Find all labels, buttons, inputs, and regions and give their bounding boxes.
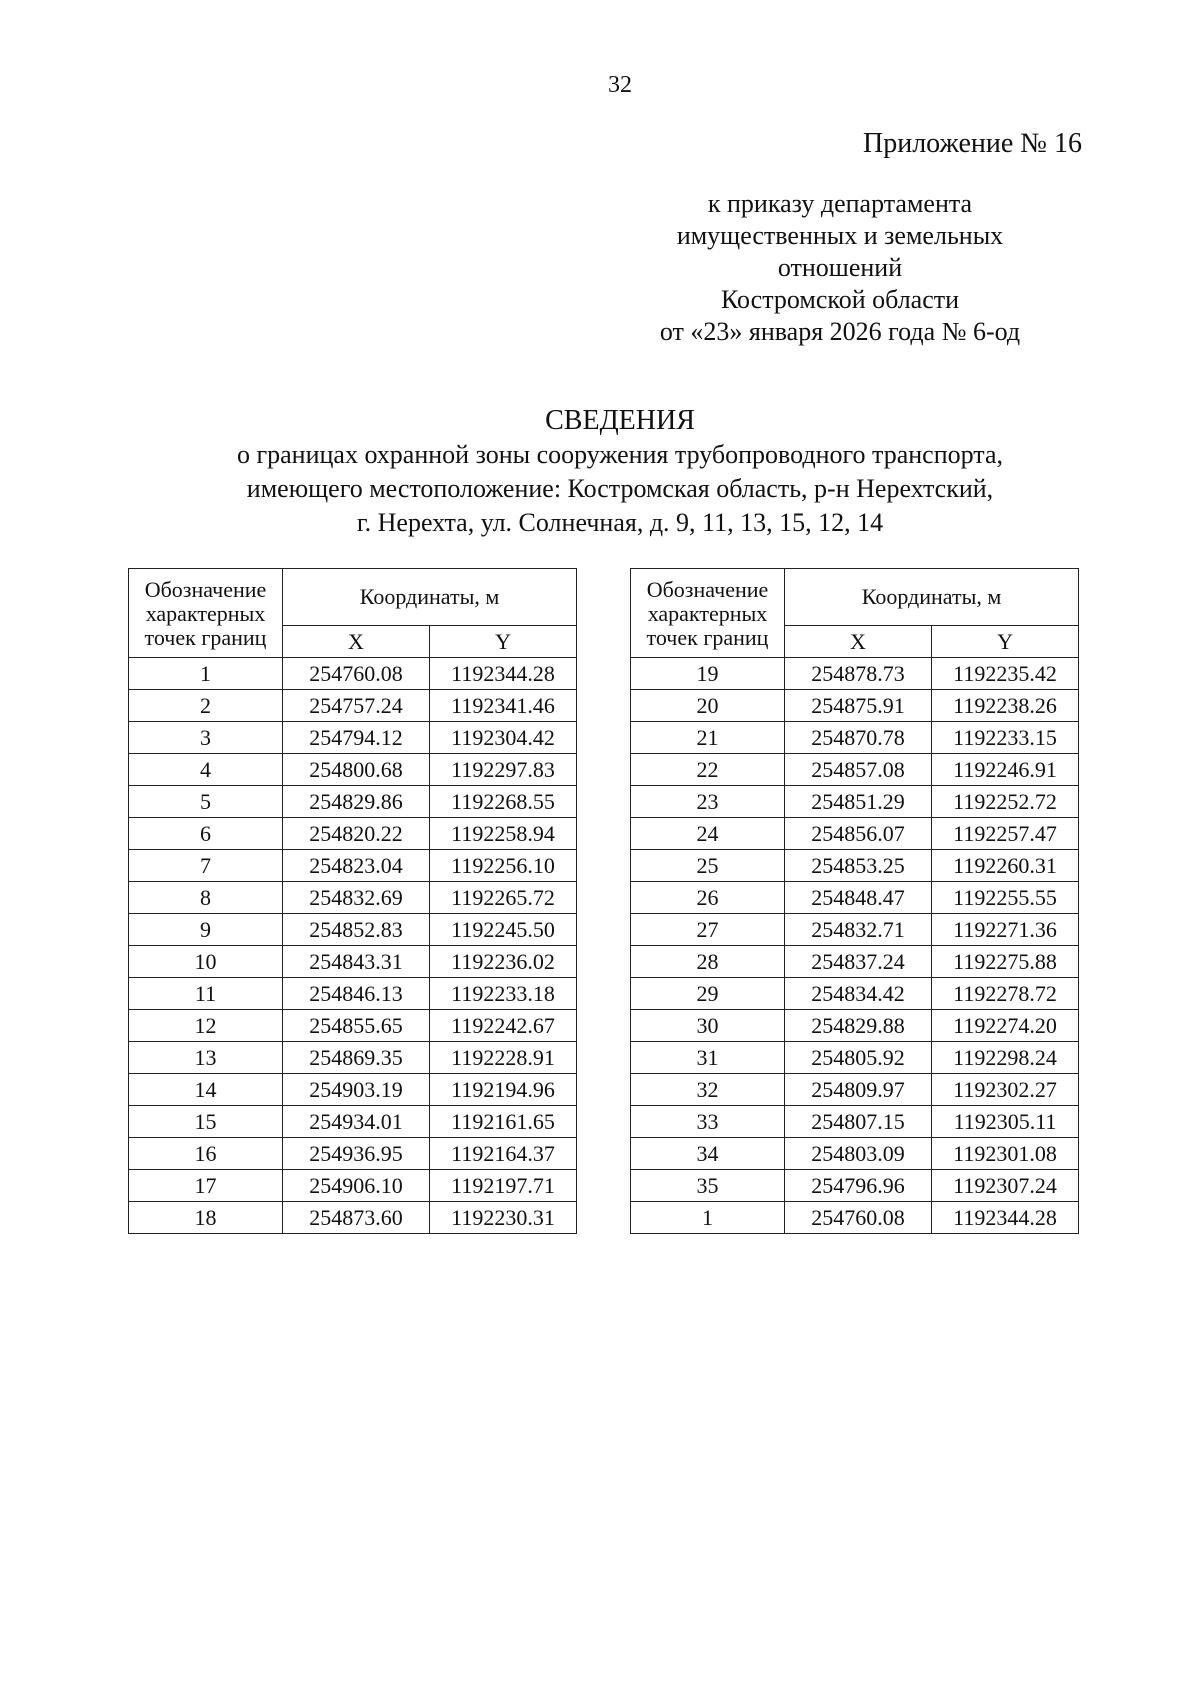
point-number-cell: 7 (129, 850, 283, 882)
y-coordinate-cell: 1192255.55 (932, 882, 1079, 914)
y-coordinate-cell: 1192275.88 (932, 946, 1079, 978)
point-number-cell: 11 (129, 978, 283, 1010)
y-coordinate-cell: 1192307.24 (932, 1170, 1079, 1202)
appendix-ref-line: от «23» января 2026 года № 6-од (659, 317, 1021, 346)
subtitle-line: о границах охранной зоны сооружения трубопроводного транспорта, (236, 440, 1004, 469)
y-coordinate-cell: 1192252.72 (932, 786, 1079, 818)
point-number-cell: 12 (129, 1010, 283, 1042)
point-number-cell: 20 (631, 690, 785, 722)
appendix-ref-line: Костромской области (720, 285, 960, 314)
x-coordinate-cell: 254852.83 (283, 914, 430, 946)
y-coordinate-cell: 1192305.11 (932, 1106, 1079, 1138)
table-row (631, 786, 1079, 818)
point-number-cell: 9 (129, 914, 283, 946)
coordinates-table-left (128, 568, 577, 1234)
point-number-cell: 25 (631, 850, 785, 882)
coordinates-header: Координаты, м (283, 569, 577, 626)
x-coordinate-cell: 254757.24 (283, 690, 430, 722)
x-coordinate-cell: 254805.92 (785, 1042, 932, 1074)
y-coordinate-cell: 1192344.28 (932, 1202, 1079, 1234)
y-coordinate-cell: 1192341.46 (430, 690, 577, 722)
y-coordinate-cell: 1192278.72 (932, 978, 1079, 1010)
table-row (129, 978, 577, 1010)
subtitle-line: имеющего местоположение: Костромская область, р-н Нерехтский, (246, 474, 994, 503)
table-row (129, 1074, 577, 1106)
x-coordinate-cell: 254936.95 (283, 1138, 430, 1170)
y-coordinate-cell: 1192233.18 (430, 978, 577, 1010)
x-coordinate-cell: 254846.13 (283, 978, 430, 1010)
page-number: 32 (608, 72, 632, 98)
y-coordinate-cell: 1192344.28 (430, 658, 577, 690)
appendix-ref-line: имущественных и земельных (676, 221, 1004, 250)
x-coordinate-cell: 254837.24 (785, 946, 932, 978)
y-coordinate-cell: 1192161.65 (430, 1106, 577, 1138)
y-coordinate-cell: 1192257.47 (932, 818, 1079, 850)
header-line: Обозначение (144, 577, 267, 602)
point-number-cell: 15 (129, 1106, 283, 1138)
y-coordinate-cell: 1192301.08 (932, 1138, 1079, 1170)
point-number-cell: 31 (631, 1042, 785, 1074)
x-coordinate-cell: 254934.01 (283, 1106, 430, 1138)
header-line: Обозначение (646, 577, 769, 602)
y-coordinate-cell: 1192265.72 (430, 882, 577, 914)
x-coordinate-cell: 254760.08 (283, 658, 430, 690)
x-coordinate-cell: 254829.86 (283, 786, 430, 818)
x-coordinate-cell: 254906.10 (283, 1170, 430, 1202)
table-row (631, 658, 1079, 690)
point-number-cell: 21 (631, 722, 785, 754)
point-number-cell: 8 (129, 882, 283, 914)
x-coordinate-cell: 254832.71 (785, 914, 932, 946)
point-number-cell: 16 (129, 1138, 283, 1170)
x-coordinate-cell: 254873.60 (283, 1202, 430, 1234)
y-header: Y (430, 626, 577, 658)
y-coordinate-cell: 1192245.50 (430, 914, 577, 946)
table-row (631, 1042, 1079, 1074)
x-coordinate-cell: 254832.69 (283, 882, 430, 914)
header-line: точек границ (646, 625, 769, 650)
y-coordinate-cell: 1192194.96 (430, 1074, 577, 1106)
point-number-cell: 30 (631, 1010, 785, 1042)
table-row (129, 1202, 577, 1234)
point-number-cell: 17 (129, 1170, 283, 1202)
y-coordinate-cell: 1192271.36 (932, 914, 1079, 946)
y-coordinate-cell: 1192304.42 (430, 722, 577, 754)
y-coordinate-cell: 1192197.71 (430, 1170, 577, 1202)
x-coordinate-cell: 254856.07 (785, 818, 932, 850)
table-row (129, 658, 577, 690)
x-coordinate-cell: 254870.78 (785, 722, 932, 754)
table-row (631, 1106, 1079, 1138)
table-row (631, 882, 1079, 914)
point-number-cell: 10 (129, 946, 283, 978)
x-coordinate-cell: 254809.97 (785, 1074, 932, 1106)
table-row (631, 1010, 1079, 1042)
x-coordinate-cell: 254800.68 (283, 754, 430, 786)
table-row (631, 818, 1079, 850)
table-row (129, 818, 577, 850)
x-coordinate-cell: 254853.25 (785, 850, 932, 882)
table-row (129, 754, 577, 786)
appendix-reference (620, 188, 1060, 348)
point-number-cell: 22 (631, 754, 785, 786)
x-coordinate-cell: 254869.35 (283, 1042, 430, 1074)
point-number-cell: 19 (631, 658, 785, 690)
table-row (631, 914, 1079, 946)
point-number-cell: 29 (631, 978, 785, 1010)
point-number-cell: 1 (631, 1202, 785, 1234)
header-line: точек границ (144, 625, 267, 650)
point-number-cell: 3 (129, 722, 283, 754)
y-coordinate-cell: 1192228.91 (430, 1042, 577, 1074)
appendix-title: Приложение № 16 (863, 128, 1082, 159)
table-row (129, 722, 577, 754)
table-row (129, 1010, 577, 1042)
y-coordinate-cell: 1192164.37 (430, 1138, 577, 1170)
coordinates-header: Координаты, м (785, 569, 1079, 626)
point-number-cell: 28 (631, 946, 785, 978)
point-number-cell: 34 (631, 1138, 785, 1170)
table-row (129, 882, 577, 914)
y-coordinate-cell: 1192233.15 (932, 722, 1079, 754)
y-coordinate-cell: 1192236.02 (430, 946, 577, 978)
y-coordinate-cell: 1192302.27 (932, 1074, 1079, 1106)
table-row (129, 690, 577, 722)
table-row (129, 946, 577, 978)
point-designation-header (631, 569, 785, 658)
point-number-cell: 2 (129, 690, 283, 722)
table-row (631, 722, 1079, 754)
point-number-cell: 5 (129, 786, 283, 818)
x-header: X (283, 626, 430, 658)
table-row (631, 850, 1079, 882)
table-row (129, 1138, 577, 1170)
point-number-cell: 14 (129, 1074, 283, 1106)
x-coordinate-cell: 254760.08 (785, 1202, 932, 1234)
table-row (631, 1202, 1079, 1234)
y-coordinate-cell: 1192298.24 (932, 1042, 1079, 1074)
point-number-cell: 35 (631, 1170, 785, 1202)
subtitle-line: г. Нерехта, ул. Солнечная, д. 9, 11, 13, 15, 12, 14 (356, 508, 884, 537)
point-number-cell: 23 (631, 786, 785, 818)
x-coordinate-cell: 254803.09 (785, 1138, 932, 1170)
y-coordinate-cell: 1192274.20 (932, 1010, 1079, 1042)
point-number-cell: 4 (129, 754, 283, 786)
appendix-ref-line: к приказу департамента (707, 189, 973, 218)
table-row (631, 690, 1079, 722)
point-number-cell: 1 (129, 658, 283, 690)
header-line: характерных (145, 601, 266, 626)
x-coordinate-cell: 254794.12 (283, 722, 430, 754)
x-coordinate-cell: 254796.96 (785, 1170, 932, 1202)
document-subtitle (0, 438, 1200, 540)
table-row (129, 1042, 577, 1074)
table-row (129, 1106, 577, 1138)
y-coordinate-cell: 1192242.67 (430, 1010, 577, 1042)
point-number-cell: 18 (129, 1202, 283, 1234)
x-coordinate-cell: 254820.22 (283, 818, 430, 850)
table-row (631, 754, 1079, 786)
y-coordinate-cell: 1192260.31 (932, 850, 1079, 882)
table-row (631, 1170, 1079, 1202)
point-number-cell: 26 (631, 882, 785, 914)
x-coordinate-cell: 254848.47 (785, 882, 932, 914)
x-coordinate-cell: 254807.15 (785, 1106, 932, 1138)
document-title: СВЕДЕНИЯ (545, 405, 695, 436)
table-row (631, 978, 1079, 1010)
table-row (631, 1074, 1079, 1106)
point-number-cell: 33 (631, 1106, 785, 1138)
x-coordinate-cell: 254875.91 (785, 690, 932, 722)
table-row (129, 914, 577, 946)
x-coordinate-cell: 254843.31 (283, 946, 430, 978)
x-coordinate-cell: 254878.73 (785, 658, 932, 690)
point-number-cell: 24 (631, 818, 785, 850)
y-coordinate-cell: 1192230.31 (430, 1202, 577, 1234)
y-coordinate-cell: 1192297.83 (430, 754, 577, 786)
point-number-cell: 32 (631, 1074, 785, 1106)
point-number-cell: 13 (129, 1042, 283, 1074)
x-coordinate-cell: 254834.42 (785, 978, 932, 1010)
point-designation-header (129, 569, 283, 658)
y-coordinate-cell: 1192235.42 (932, 658, 1079, 690)
x-coordinate-cell: 254851.29 (785, 786, 932, 818)
table-row (129, 850, 577, 882)
x-coordinate-cell: 254857.08 (785, 754, 932, 786)
x-coordinate-cell: 254855.65 (283, 1010, 430, 1042)
table-row (631, 1138, 1079, 1170)
x-coordinate-cell: 254903.19 (283, 1074, 430, 1106)
x-coordinate-cell: 254829.88 (785, 1010, 932, 1042)
table-row (129, 786, 577, 818)
table-row (631, 946, 1079, 978)
y-header: Y (932, 626, 1079, 658)
x-coordinate-cell: 254823.04 (283, 850, 430, 882)
point-number-cell: 27 (631, 914, 785, 946)
y-coordinate-cell: 1192268.55 (430, 786, 577, 818)
y-coordinate-cell: 1192246.91 (932, 754, 1079, 786)
table-row (129, 1170, 577, 1202)
point-number-cell: 6 (129, 818, 283, 850)
y-coordinate-cell: 1192258.94 (430, 818, 577, 850)
x-header: X (785, 626, 932, 658)
coordinates-table-right (630, 568, 1079, 1234)
appendix-ref-line: отношений (777, 253, 903, 282)
y-coordinate-cell: 1192256.10 (430, 850, 577, 882)
header-line: характерных (647, 601, 768, 626)
y-coordinate-cell: 1192238.26 (932, 690, 1079, 722)
